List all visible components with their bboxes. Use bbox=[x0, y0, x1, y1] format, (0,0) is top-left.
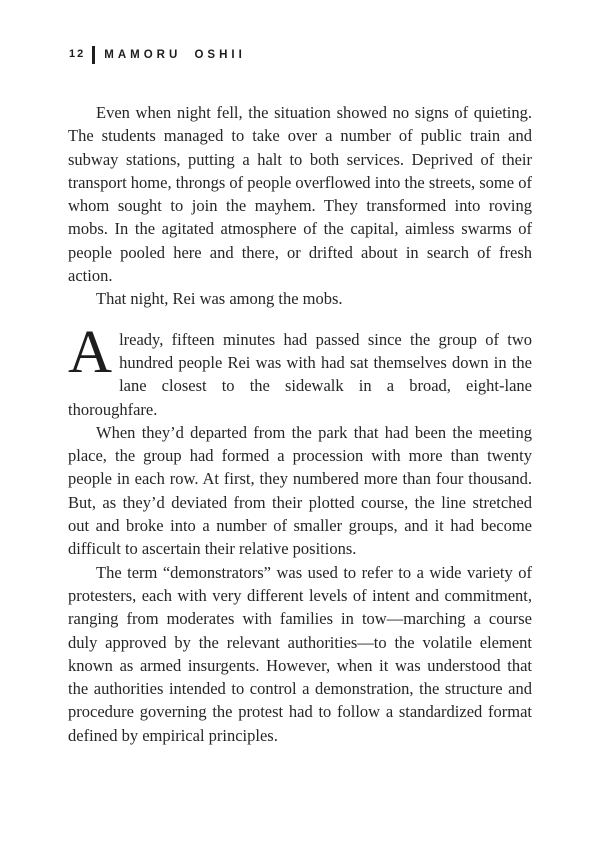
running-title: MAMORU OSHII bbox=[104, 49, 246, 61]
header-separator-bar bbox=[92, 46, 95, 64]
dropcap-paragraph: Already, fifteen minutes had passed since the group of two hundred people Rei was with had sat themselves down in the lane closest to the sidewalk in a broad, eight-lane thoroughfare. bbox=[68, 318, 532, 419]
running-header bbox=[69, 46, 246, 64]
paragraph: The term “demonstrators” was used to refer to a wide variety of protesters, each with very different levels of intent and commitment, ranging from moderates with families in tow—marching a course duly approved by the relevant authorities—to the volatile element known as armed insurgents. However, when it was understood that the authorities intended to control a demonstration, the structure and procedure governing the protest had to follow a standardized format defined by empirical principles. bbox=[68, 562, 532, 745]
dropcap-letter: A bbox=[68, 318, 113, 386]
page-body bbox=[68, 101, 532, 747]
paragraph: That night, Rei was among the mobs. bbox=[96, 289, 343, 309]
page-number: 12 bbox=[69, 48, 86, 60]
paragraph: Even when night fell, the situation showed no signs of quieting. The students managed to take over a number of public train and subway stations, putting a halt to both services. Deprived of their transport home, throngs of people overflowed into the streets, some of whom sought to join the mayhem. They transformed into roving mobs. In the agitated atmosphere of the capital, aimless swarms of people pooled here and there, or drifted about in search of fresh action. bbox=[68, 103, 532, 286]
paragraph: When they’d departed from the park that had been the meeting place, the group had formed a procession with more than twenty people in each row. At first, they numbered more than four thousand. But, as they’d deviated from their plotted course, the line stretched out and broke into a number of smaller groups, and it had become difficult to ascertain their relative positions. bbox=[68, 422, 532, 559]
